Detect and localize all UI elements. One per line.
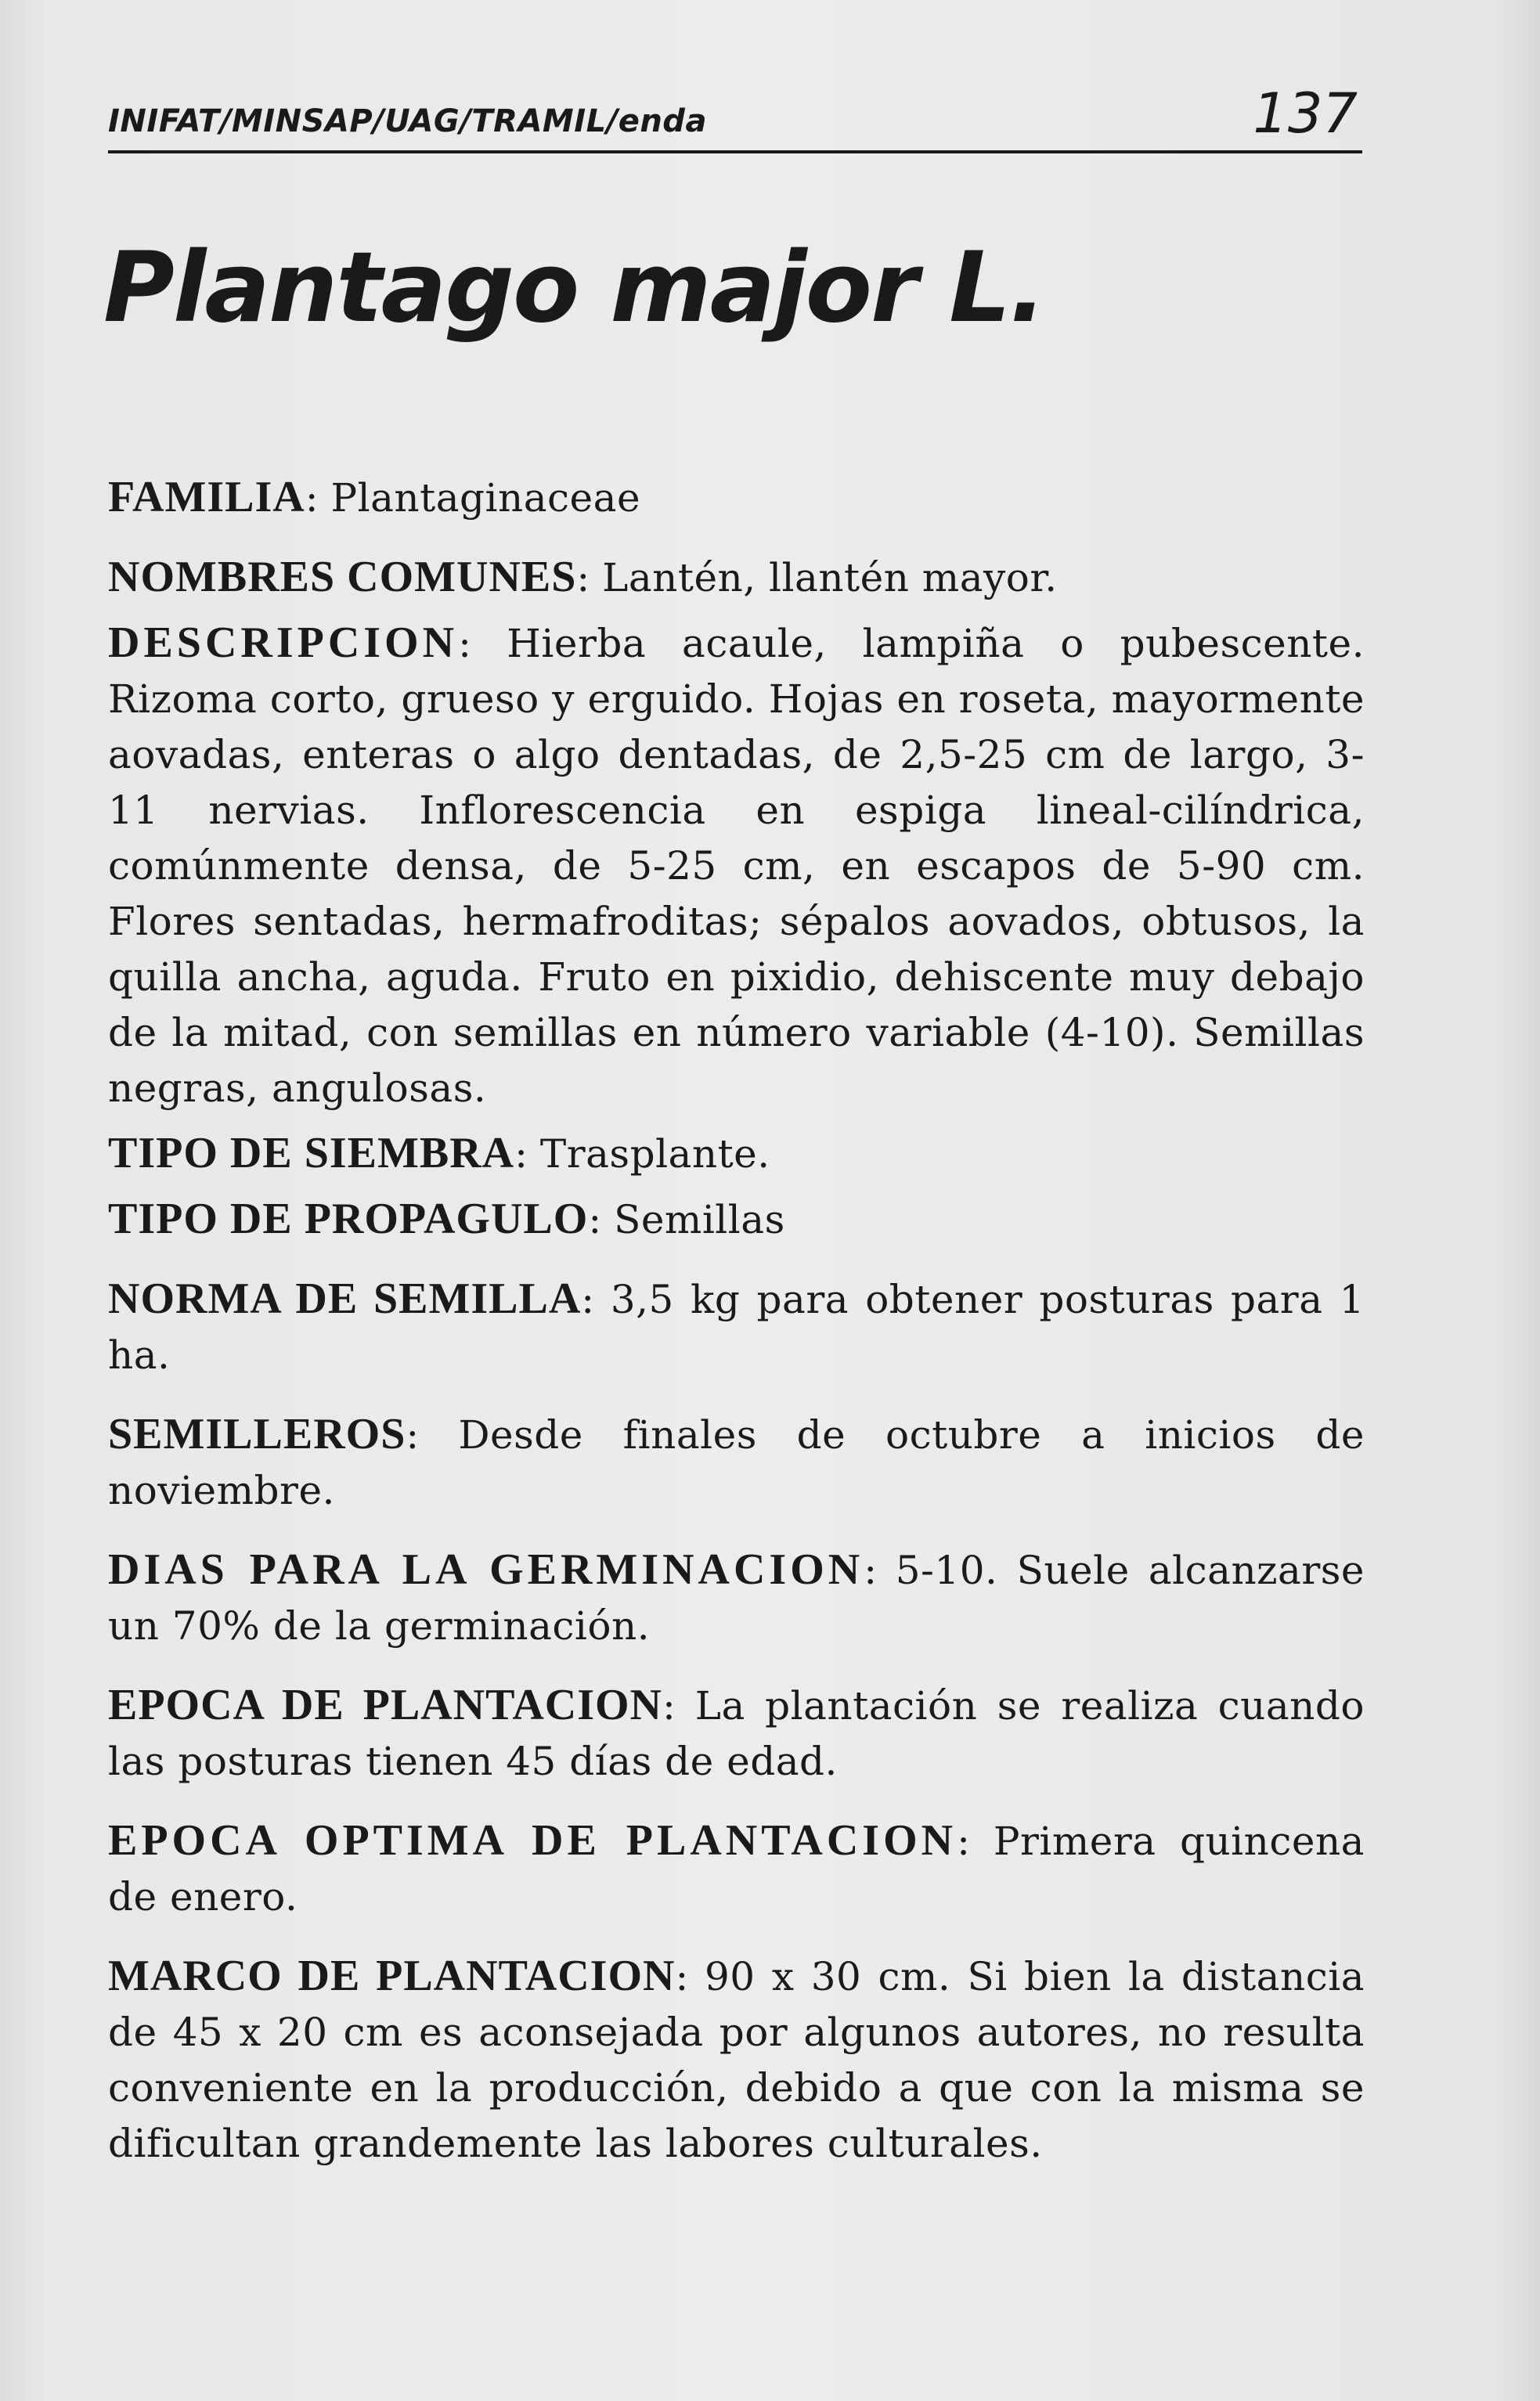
entry-separator: : bbox=[864, 1548, 896, 1593]
entry-familia bbox=[108, 470, 1365, 526]
entry-label: MARCO DE PLANTACION bbox=[108, 1952, 676, 2000]
page-header bbox=[108, 72, 1362, 153]
entry-separator: : bbox=[406, 1412, 459, 1458]
running-title: INIFAT/MINSAP/UAG/TRAMIL/enda bbox=[108, 103, 707, 139]
entry-value: Lantén, llantén mayor. bbox=[602, 555, 1058, 600]
entry-separator: : bbox=[675, 1954, 705, 1999]
entry-label: DESCRIPCION bbox=[108, 618, 459, 667]
entry-value: 5-10. Suele alcanzarse un 70% de la germinación. bbox=[108, 1548, 1365, 1649]
entry-marco-plantacion bbox=[108, 1949, 1365, 2172]
entry-label: DIAS PARA LA GERMINACION bbox=[108, 1545, 864, 1594]
species-description bbox=[108, 470, 1365, 2195]
entry-tipo-siembra bbox=[108, 1126, 1365, 1182]
entry-epoca-plantacion bbox=[108, 1678, 1365, 1790]
entry-separator: : bbox=[957, 1819, 994, 1864]
entry-epoca-optima-plantacion bbox=[108, 1813, 1365, 1925]
entry-value: Desde finales de octubre a inicios de noviembre. bbox=[108, 1412, 1365, 1513]
entry-label: TIPO DE PROPAGULO bbox=[108, 1195, 589, 1243]
entry-value: Plantaginaceae bbox=[330, 475, 641, 521]
entry-label: TIPO DE SIEMBRA bbox=[108, 1129, 515, 1177]
entry-value: Semillas bbox=[614, 1197, 785, 1242]
entry-nombres-comunes bbox=[108, 550, 1365, 606]
entry-label: EPOCA DE PLANTACION bbox=[108, 1681, 662, 1729]
entry-separator: : bbox=[458, 621, 507, 666]
entry-descripcion bbox=[108, 615, 1365, 1116]
entry-value: La plantación se realiza cuando las posturas tienen 45 días de edad. bbox=[108, 1683, 1365, 1784]
entry-tipo-propagulo bbox=[108, 1191, 1365, 1248]
entry-separator: : bbox=[514, 1131, 540, 1177]
entry-label: EPOCA OPTIMA DE PLANTACION bbox=[108, 1816, 958, 1865]
entry-value: Trasplante. bbox=[539, 1131, 770, 1177]
entry-value: 3,5 kg para obtener posturas para 1 ha. bbox=[108, 1277, 1365, 1378]
entry-semilleros bbox=[108, 1407, 1365, 1519]
entry-label: SEMILLEROS bbox=[108, 1410, 406, 1458]
entry-separator: : bbox=[305, 475, 331, 521]
entry-separator: : bbox=[588, 1197, 615, 1242]
entry-label: NORMA DE SEMILLA bbox=[108, 1274, 582, 1323]
entry-value: 90 x 30 cm. Si bien la distancia de 45 x 20 cm es aconsejada por algunos autores, no resulta conveniente en la producción, debido a que con la misma se dificultan grandemente las labores culturales. bbox=[108, 1954, 1365, 2166]
entry-value: Primera quincena de enero. bbox=[108, 1819, 1365, 1920]
entry-norma-semilla bbox=[108, 1271, 1365, 1383]
page-number: 137 bbox=[1253, 81, 1358, 146]
entry-dias-germinacion bbox=[108, 1542, 1365, 1654]
entry-label: NOMBRES COMUNES bbox=[108, 553, 577, 601]
entry-separator: : bbox=[581, 1277, 611, 1322]
entry-separator: : bbox=[576, 555, 603, 600]
species-title: Plantago major L. bbox=[103, 232, 1045, 344]
entry-value: Hierba acaule, lampiña o pubescente. Rizoma corto, grueso y erguido. Hojas en roseta, mayormente aovadas, enteras o algo dentadas, de 2,5-25 cm de largo, 3-11 nervias. Inflorescencia en espiga lineal-cilíndrica, comúnmente densa, de 5-25 cm, en escapos de 5-90 cm. Flores sentadas, hermafroditas; sépalos aovados, obtusos, la quilla ancha, aguda. Fruto en pixidio, dehiscente muy debajo de la mitad, con semillas en número variable (4-10). Semillas negras, angulosas. bbox=[108, 621, 1365, 1111]
entry-label: FAMILIA bbox=[108, 473, 305, 521]
entry-separator: : bbox=[662, 1683, 695, 1729]
